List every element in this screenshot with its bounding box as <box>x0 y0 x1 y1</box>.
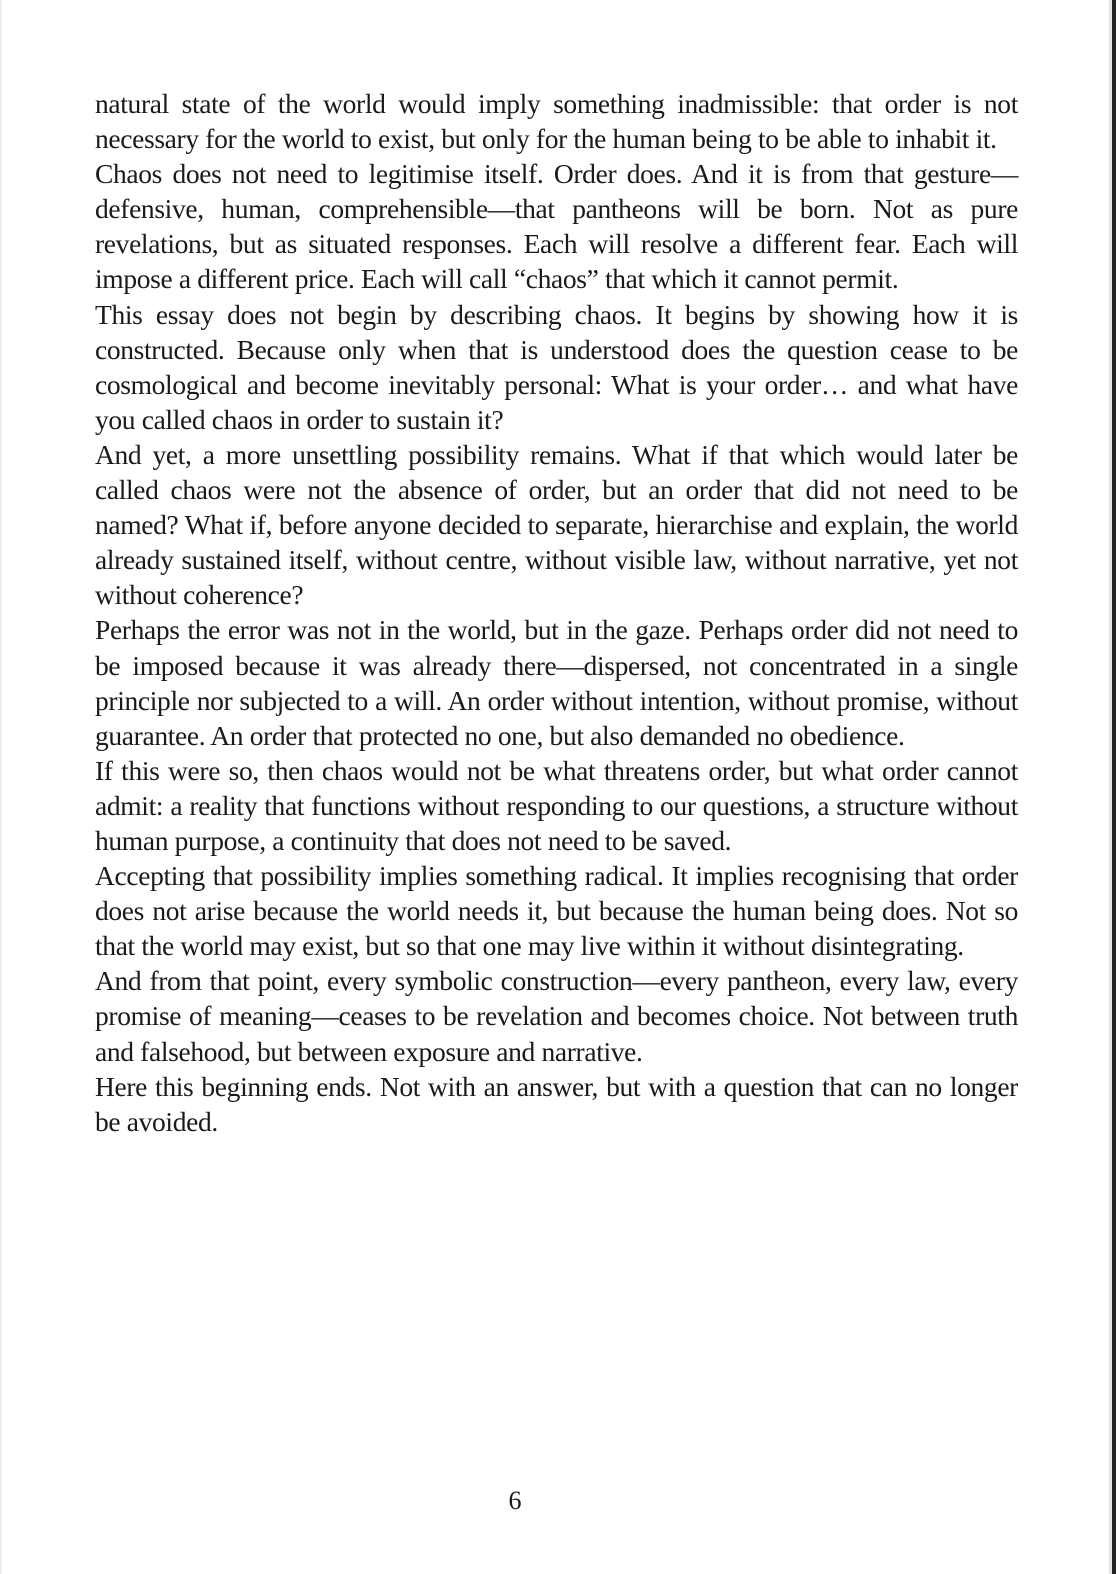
paragraph-9: Here this beginning ends. Not with an answer, but with a question that can no longer be avoided. <box>95 1070 1018 1137</box>
body-text <box>95 86 1018 1139</box>
page-number: 6 <box>508 1486 522 1515</box>
paragraph-2: Chaos does not need to legitimise itself. Order does. And it is from that gesture—defensive, human, comprehensible—that pantheons will be born. Not as pure revelations, but as situated responses. Each will resolve a different fear. Each will impose a different price. Each will call “chaos” that which it cannot permit. <box>95 158 1018 295</box>
paragraph-6: If this were so, then chaos would not be what threatens order, but what order cannot admit: a reality that functions without responding to our questions, a structure without human purpose, a continuity that does not need to be saved. <box>95 754 1018 856</box>
paragraph-8: And from that point, every symbolic construction—every pantheon, every law, every promise of meaning—ceases to be revelation and becomes choice. Not between truth and falsehood, but between exposure and narrative. <box>95 965 1018 1067</box>
page-left-edge <box>0 0 2 1574</box>
paragraph-7: Accepting that possibility implies something radical. It implies recognising that order does not arise because the world needs it, but because the human being does. Not so that the world may exist, but so that one may live within it without disintegrating. <box>95 860 1018 962</box>
paragraph-4: And yet, a more unsettling possibility remains. What if that which would later be called chaos were not the absence of order, but an order that did not need to be named? What if, before anyone decided to separate, hierarchise and explain, the world already sustained itself, without centre, without visible law, without narrative, yet not without coherence? <box>95 438 1018 611</box>
paragraph-5: Perhaps the error was not in the world, but in the gaze. Perhaps order did not need to be imposed because it was already there—dispersed, not concentrated in a single principle nor subjected to a will. An order without intention, without promise, without guarantee. An order that protected no one, but also demanded no obedience. <box>95 614 1018 751</box>
paragraph-1: natural state of the world would imply something inadmissible: that order is not necessary for the world to exist, but only for the human being to be able to inhabit it. <box>95 88 1018 155</box>
page-right-edge <box>1112 0 1116 1574</box>
paragraph-3: This essay does not begin by describing chaos. It begins by showing how it is constructed. Because only when that is understood does the question cease to be cosmological and become inevitably personal: What is your order… and what have you called chaos in order to sustain it? <box>95 298 1018 435</box>
